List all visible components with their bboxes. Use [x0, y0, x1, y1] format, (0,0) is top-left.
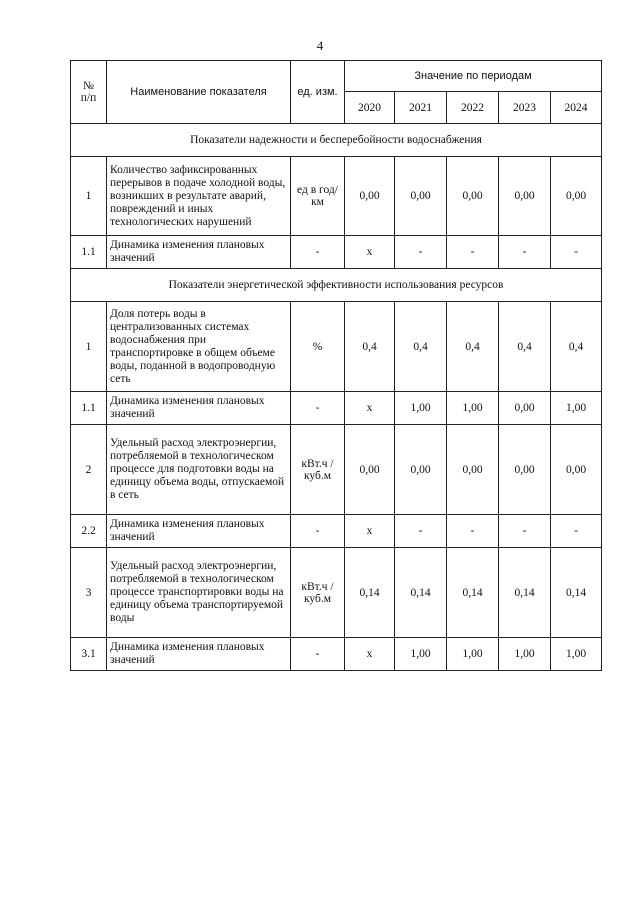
page-number: 4 — [316, 38, 324, 53]
table-row — [71, 548, 602, 638]
value-cell: 0,00 — [499, 392, 551, 425]
year-header-2020: 2020 — [345, 92, 395, 124]
value-cell: х — [345, 236, 395, 269]
value-cell: - — [499, 236, 551, 269]
table-row — [71, 302, 602, 392]
value-cell: 0,00 — [499, 425, 551, 515]
unit-cell: ед в год/ км — [291, 157, 345, 236]
indicators-table — [70, 60, 602, 671]
value-cell: 0,4 — [447, 302, 499, 392]
value-cell: 0,4 — [499, 302, 551, 392]
value-cell: 0,14 — [345, 548, 395, 638]
value-cell: 0,00 — [551, 157, 602, 236]
value-cell: 1,00 — [551, 392, 602, 425]
value-cell: 0,00 — [345, 157, 395, 236]
indicator-name: Динамика изменения плановых значений — [107, 392, 291, 425]
year-header-2023: 2023 — [499, 92, 551, 124]
row-number: 2.2 — [71, 515, 107, 548]
num-label-line2: п/п — [80, 92, 97, 104]
indicator-name: Динамика изменения плановых значений — [107, 236, 291, 269]
value-cell: - — [447, 515, 499, 548]
unit-cell: кВт.ч / куб.м — [291, 425, 345, 515]
table-row — [71, 425, 602, 515]
table-row — [71, 515, 602, 548]
value-cell: 0,14 — [447, 548, 499, 638]
row-number: 2 — [71, 425, 107, 515]
name-column-header: Наименование показателя — [107, 61, 291, 124]
section-title: Показатели энергетической эффективности использования ресурсов — [71, 269, 602, 302]
row-number: 1 — [71, 302, 107, 392]
value-cell: 0,4 — [551, 302, 602, 392]
value-cell: 0,00 — [395, 157, 447, 236]
unit-cell: - — [291, 392, 345, 425]
value-cell: 1,00 — [395, 392, 447, 425]
table-header — [71, 61, 602, 124]
indicator-name: Динамика изменения плановых значений — [107, 515, 291, 548]
unit-cell: кВт.ч / куб.м — [291, 548, 345, 638]
value-cell: - — [551, 236, 602, 269]
table-row — [71, 236, 602, 269]
value-cell: - — [447, 236, 499, 269]
table-row — [71, 157, 602, 236]
value-cell: - — [395, 515, 447, 548]
year-header-2024: 2024 — [551, 92, 602, 124]
unit-cell: % — [291, 302, 345, 392]
value-cell: - — [551, 515, 602, 548]
value-cell: 1,00 — [447, 638, 499, 671]
unit-cell: - — [291, 236, 345, 269]
indicator-name: Удельный расход электроэнергии, потребляемой в технологическом процессе транспортировки воды на единицу объема транспортируемой воды — [107, 548, 291, 638]
indicator-name: Удельный расход электроэнергии, потребляемой в технологическом процессе для подготовки воды на единицу объема воды, отпускаемой в сеть — [107, 425, 291, 515]
value-cell: х — [345, 638, 395, 671]
row-number: 1.1 — [71, 236, 107, 269]
value-cell: 0,14 — [551, 548, 602, 638]
value-cell: 0,14 — [395, 548, 447, 638]
section-row — [71, 124, 602, 157]
value-cell: - — [499, 515, 551, 548]
row-number: 1 — [71, 157, 107, 236]
value-cell: 0,00 — [447, 157, 499, 236]
value-cell: 0,14 — [499, 548, 551, 638]
value-cell: - — [395, 236, 447, 269]
section-row — [71, 269, 602, 302]
value-cell: х — [345, 392, 395, 425]
section-title: Показатели надежности и бесперебойности водоснабжения — [71, 124, 602, 157]
row-number: 3 — [71, 548, 107, 638]
num-label-line1: № — [83, 80, 94, 92]
value-cell: 1,00 — [447, 392, 499, 425]
value-cell: 0,00 — [447, 425, 499, 515]
value-cell: 0,00 — [345, 425, 395, 515]
row-number: 1.1 — [71, 392, 107, 425]
value-cell: 1,00 — [551, 638, 602, 671]
indicator-name: Количество зафиксированных перерывов в подаче холодной воды, возникших в результате аварий, повреждений и иных технологических нарушений — [107, 157, 291, 236]
value-cell: 1,00 — [499, 638, 551, 671]
table-row — [71, 392, 602, 425]
year-header-2022: 2022 — [447, 92, 499, 124]
num-column-header — [71, 61, 107, 124]
value-cell: 0,4 — [345, 302, 395, 392]
unit-cell: - — [291, 638, 345, 671]
period-column-header: Значение по периодам — [345, 61, 602, 92]
row-number: 3.1 — [71, 638, 107, 671]
year-header-2021: 2021 — [395, 92, 447, 124]
table-body — [71, 124, 602, 671]
value-cell: 1,00 — [395, 638, 447, 671]
value-cell: 0,4 — [395, 302, 447, 392]
indicator-name: Динамика изменения плановых значений — [107, 638, 291, 671]
unit-cell: - — [291, 515, 345, 548]
indicator-name: Доля потерь воды в централизованных системах водоснабжения при транспортировке в общем объеме воды, поданной в водопроводную сеть — [107, 302, 291, 392]
unit-column-header: ед. изм. — [291, 61, 345, 124]
value-cell: х — [345, 515, 395, 548]
table-row — [71, 638, 602, 671]
value-cell: 0,00 — [499, 157, 551, 236]
value-cell: 0,00 — [551, 425, 602, 515]
value-cell: 0,00 — [395, 425, 447, 515]
